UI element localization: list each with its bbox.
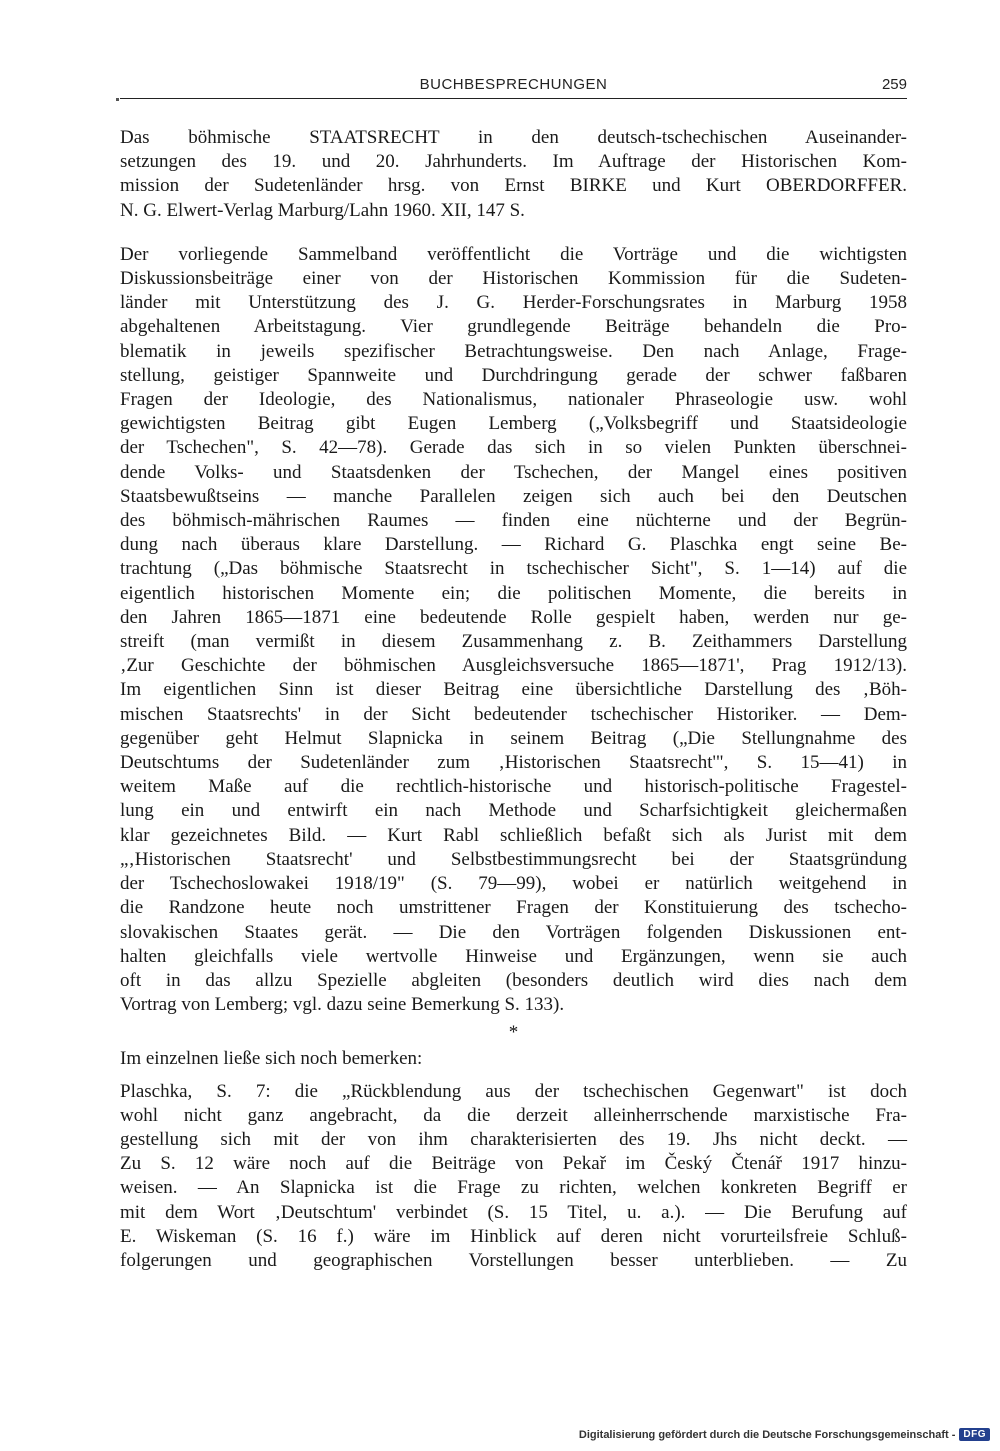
text-line: gestellung sich mit der von ihm charakterisierten des 19. Jhs nicht deckt. — — [120, 1128, 907, 1150]
article-body — [120, 126, 907, 1273]
rule-mark — [116, 98, 119, 101]
text-line: klar gezeichnetes Bild. — Kurt Rabl schließlich befaßt sich als Jurist mit dem — [120, 824, 907, 846]
text-line: „‚Historischen Staatsrecht' und Selbstbestimmungsrecht bei der Staatsgründung — [120, 848, 907, 870]
text-line: oft in das allzu Spezielle abgleiten (besonders deutlich wird dies nach dem — [120, 969, 907, 991]
book-citation — [120, 126, 907, 223]
text-line: der Tschechoslowakei 1918/19" (S. 79—99), wobei er natürlich weitgehend in — [120, 873, 907, 895]
digitization-credit — [579, 1428, 990, 1441]
credit-text: Digitalisierung gefördert durch die Deutsche Forschungsgemeinschaft - — [578, 1428, 956, 1441]
text-line: den Jahren 1865—1871 eine bedeutende Rolle gespielt haben, werden nur ge- — [120, 606, 907, 628]
review-paragraph — [120, 243, 907, 1018]
text-line: Fragen der Ideologie, des Nationalismus, nationaler Phraseologie usw. wohl — [120, 389, 907, 411]
citation-line: mission der Sudetenländer hrsg. von Ernst BIRKE und Kurt OBERDORFFER. — [120, 175, 907, 197]
text-line: streift (man vermißt in diesem Zusammenhang z. B. Zeithammers Darstellung — [120, 631, 907, 653]
dfg-logo-icon: DFG — [959, 1428, 990, 1441]
remarks-paragraph — [120, 1080, 907, 1274]
section-title: BUCHBESPRECHUNGEN — [419, 76, 608, 93]
text-line: wohl nicht ganz angebracht, da die derzeit alleinherrschende marxistische Fra- — [120, 1104, 907, 1126]
text-line: weisen. — An Slapnicka ist die Frage zu richten, welchen konkreten Begriff er — [120, 1177, 907, 1199]
text-line: weitem Maße auf die rechtlich-historische und historisch-politische Fragestel- — [120, 776, 907, 798]
text-line: halten gleichfalls viele wertvolle Hinweise und Ergänzungen, wenn sie auch — [120, 945, 907, 967]
text-line: Der vorliegende Sammelband veröffentlicht die Vorträge und die wichtigsten — [120, 243, 907, 265]
text-line: gewichtigsten Beitrag gibt Eugen Lemberg („Volksbegriff und Staatsideologie — [120, 413, 907, 435]
text-line: eigentlich historischen Momente ein; die politischen Momente, die bereits in — [120, 582, 907, 604]
text-line: mit dem Wort ‚Deutschtum' verbindet (S. 15 Titel, u. a.). — Die Berufung auf — [120, 1201, 907, 1223]
text-line: dung nach überaus klare Darstellung. — Richard G. Plaschka engt seine Be- — [120, 534, 907, 556]
text-line: Staatsbewußtseins — manche Parallelen zeigen sich auch bei den Deutschen — [120, 485, 907, 507]
text-line: stellung, geistiger Spannweite und Durchdringung gerade der schwer faßbaren — [120, 364, 907, 386]
text-line: Vortrag von Lemberg; vgl. dazu seine Bemerkung S. 133). — [120, 994, 565, 1016]
text-line: der Tschechen", S. 42—78). Gerade das sich in so vielen Punkten überschnei- — [120, 437, 907, 459]
text-line: slovakischen Staates gerät. — Die den Vorträgen folgenden Diskussionen ent- — [120, 921, 907, 943]
text-line: lung ein und entwirft ein nach Methode und Scharfsichtigkeit gleichermaßen — [120, 800, 907, 822]
text-line: dende Volks- und Staatsdenken der Tschechen, der Mangel eines positiven — [120, 461, 907, 483]
text-line: mischen Staatsrechts' in der Sicht bedeutender tschechischer Historiker. — Dem- — [120, 703, 907, 725]
text-line: ‚Zur Geschichte der böhmischen Ausgleichsversuche 1865—1871', Prag 1912/13). — [120, 655, 907, 677]
citation-line: Das böhmische STAATSRECHT in den deutsch-tschechischen Auseinander- — [120, 127, 907, 148]
text-line: Diskussionsbeiträge einer von der Historischen Kommission für die Sudeten- — [120, 268, 907, 290]
text-line: blematik in jeweils spezifischer Betrachtungsweise. Den nach Anlage, Frage- — [120, 340, 907, 362]
text-line: trachtung („Das böhmische Staatsrecht in tschechischer Sicht", S. 1—14) auf die — [120, 558, 907, 580]
remarks-intro: Im einzelnen ließe sich noch bemerken: — [120, 1048, 423, 1070]
text-line: gegenüber geht Helmut Slapnicka in seinem Beitrag („Die Stellungnahme des — [120, 727, 907, 749]
text-line: folgerungen und geographischen Vorstellungen besser unterblieben. — Zu — [120, 1249, 907, 1271]
text-line: des böhmisch-mährischen Raumes — finden eine nüchterne und der Begrün- — [120, 510, 907, 532]
citation-line: N. G. Elwert-Verlag Marburg/Lahn 1960. XII, 147 S. — [120, 199, 525, 221]
text-line: Deutschtums der Sudetenländer zum ‚Historischen Staatsrecht'", S. 15—41) in — [120, 752, 907, 774]
page-number: 259 — [881, 76, 907, 93]
section-separator: * — [508, 1022, 519, 1044]
text-line: Im eigentlichen Sinn ist dieser Beitrag eine übersichtliche Darstellung des ‚Böh- — [120, 679, 907, 701]
text-line: E. Wiskeman (S. 16 f.) wäre im Hinblick auf deren nicht vorurteilsfreie Schluß- — [120, 1225, 907, 1247]
text-line: Zu S. 12 wäre noch auf die Beiträge von Pekař im Český Čtenář 1917 hinzu- — [120, 1153, 907, 1175]
running-header — [120, 76, 907, 99]
text-line: länder mit Unterstützung des J. G. Herder-Forschungsrates in Marburg 1958 — [120, 292, 907, 314]
citation-line: setzungen des 19. und 20. Jahrhunderts. Im Auftrage der Historischen Kom- — [120, 151, 907, 173]
text-line: die Randzone heute noch umstrittener Fragen der Konstituierung des tschecho- — [120, 897, 907, 919]
text-line: abgehaltenen Arbeitstagung. Vier grundlegende Beiträge behandeln die Pro- — [120, 316, 907, 338]
text-line: Plaschka, S. 7: die „Rückblendung aus der tschechischen Gegenwart" ist doch — [120, 1080, 907, 1102]
